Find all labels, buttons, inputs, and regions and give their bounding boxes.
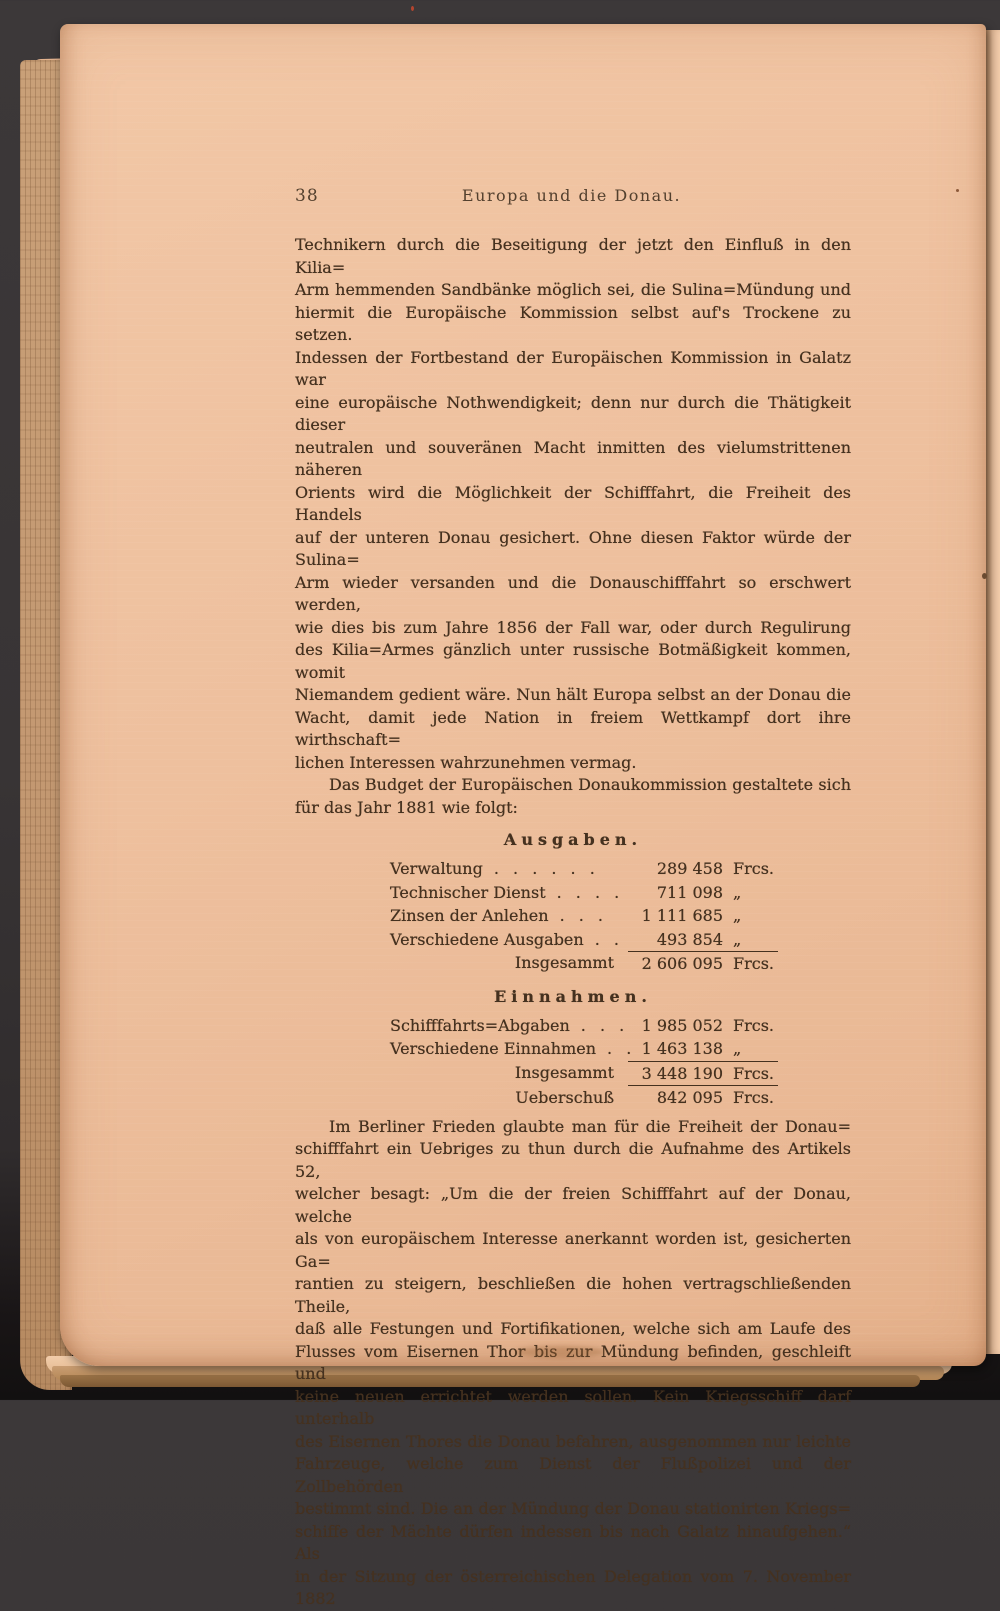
text-line: des Eisernen Thores die Donau befahren, ausgenommen nur leichte (295, 1431, 851, 1451)
amount-unit: Frcs. (733, 859, 775, 878)
page-edge-right-fold (984, 30, 1000, 1354)
amount-unit: „ (733, 882, 742, 902)
budget-row (390, 1037, 851, 1061)
text-line: keine neuen errichtet werden sollen. Kein Kriegsschiff darf unterhalb (295, 1386, 851, 1428)
paragraph-2 (295, 774, 851, 819)
row-label: Verschiedene Ausgaben . . (390, 929, 619, 949)
amount-group (628, 1086, 778, 1110)
amount-group (628, 928, 778, 952)
budget-rows-ausgaben (390, 857, 851, 976)
text-line: Orients wird die Möglichkeit der Schifffahrt, die Freiheit des Handels (295, 482, 851, 524)
budget-row (390, 857, 851, 881)
amount-value: 3 448 190 (641, 1063, 723, 1083)
budget-section-heading-einnahmen: Einnahmen. (494, 986, 652, 1006)
amount-unit: „ (733, 1039, 742, 1058)
text-line: Arm hemmenden Sandbänke möglich sei, die Sulina=Mündung und (295, 280, 851, 299)
text-line: Wacht, damit jede Nation in freiem Wettkampf dort ihre wirthschaft= (295, 707, 851, 749)
text-line: als von europäischem Interesse anerkannt worden ist, gesicherten Ga= (295, 1229, 851, 1271)
page-header (60, 186, 986, 210)
text-line: Im Berliner Frieden glaubte man für die Freiheit der Donau= (329, 1116, 851, 1136)
row-label: Verwaltung . . . . . . (390, 859, 595, 878)
bottom-edge-stain (515, 1346, 605, 1358)
budget-row (390, 904, 851, 928)
running-header: Europa und die Donau. (461, 186, 682, 205)
budget-rows-einnahmen (390, 1014, 851, 1110)
budget-section-heading-ausgaben: Ausgaben. (503, 830, 643, 849)
row-label: Zinsen der Anlehen . . . (390, 906, 604, 925)
page-edge-speck (982, 573, 987, 579)
text-line: in der Sitzung der österreichischen Delegation vom 7. November 1882 (295, 1566, 851, 1608)
text-line: bestimmt sind. Die an der Mündung der Donau stationirten Kriegs= (295, 1499, 851, 1518)
amount-group (628, 951, 778, 976)
text-line: daß alle Festungen und Fortifikationen, welche sich am Laufe des (295, 1319, 851, 1338)
paper-speck (956, 189, 959, 192)
amount-unit: „ (733, 906, 742, 925)
budget-row (390, 881, 851, 905)
budget-row (390, 1014, 851, 1038)
text-line: auf der unteren Donau gesichert. Ohne diesen Faktor würde der Sulina= (295, 527, 851, 569)
row-label: Technischer Dienst . . . . (390, 882, 620, 902)
text-line: Niemandem gedient wäre. Nun hält Europa selbst an der Donau die (295, 685, 851, 704)
text-line: Flusses vom Eisernen Thor bis zur Mündung befinden, geschleift und (295, 1341, 851, 1383)
text-line: für das Jahr 1881 wie folgt: (295, 797, 518, 817)
dot-leader: . . (607, 1039, 632, 1058)
text-line: Arm wieder versanden und die Donauschifffahrt so erschwert werden, (295, 572, 851, 614)
budget-table (295, 828, 851, 1110)
text-line: rantien zu steigern, beschließen die hohen vertragschließenden Theile, (295, 1274, 851, 1316)
amount-unit: Frcs. (733, 1015, 775, 1035)
budget-row (390, 928, 851, 952)
paragraphs-after-budget (295, 1116, 851, 1611)
paragraph-1 (295, 234, 851, 774)
dot-leader: . . . (559, 906, 604, 925)
row-label: Insgesammt (514, 1062, 614, 1082)
amount-unit: „ (733, 929, 742, 949)
amount-value: 711 098 (656, 882, 723, 902)
row-label: Insgesammt (514, 953, 614, 972)
text-line: Das Budget der Europäischen Donaukommission gestaltete sich (329, 775, 851, 794)
book-page (60, 24, 986, 1608)
amount-value: 1 111 685 (641, 906, 723, 925)
text-line: Indessen der Fortbestand der Europäischen Kommission in Galatz war (295, 347, 851, 389)
page-number: 38 (295, 186, 319, 206)
text-line: Technikern durch die Beseitigung der jetzt den Einfluß in den Kilia= (295, 235, 851, 277)
amount-value: 289 458 (656, 859, 723, 878)
amount-group (628, 1037, 778, 1061)
text-line: des Kilia=Armes gänzlich unter russische Botmäßigkeit kommen, womit (295, 640, 851, 682)
budget-surplus-row (390, 1086, 851, 1110)
amount-group (628, 857, 778, 881)
amount-unit: Frcs. (733, 1088, 775, 1107)
amount-group (628, 1061, 778, 1087)
text-line: hiermit die Europäische Kommission selbst auf's Trockene zu setzen. (295, 302, 851, 344)
text-line: Fahrzeuge, welche zum Dienst der Flußpolizei und der Zollbehörden (295, 1454, 851, 1496)
text-line: neutralen und souveränen Macht inmitten des vielumstrittenen näheren (295, 437, 851, 479)
dot-leader: . . . (580, 1015, 625, 1035)
dot-leader: . . . . (556, 882, 620, 902)
text-line: wie dies bis zum Jahre 1856 der Fall war, oder durch Regulirung (295, 617, 851, 637)
row-label: Verschiedene Einnahmen . . (390, 1039, 632, 1058)
paragraph-3 (295, 1116, 851, 1611)
amount-unit: Frcs. (733, 954, 775, 973)
text-line: schifffahrt ein Uebriges zu thun durch die Aufnahme des Artikels 52, (295, 1139, 851, 1181)
amount-value: 493 854 (656, 929, 723, 949)
text-line: lichen Interessen wahrzunehmen vermag. (295, 752, 637, 772)
amount-value: 2 606 095 (641, 954, 723, 973)
amount-value: 842 095 (656, 1088, 723, 1107)
dot-leader: . . . . . . (493, 859, 595, 878)
page-content (295, 234, 851, 1611)
row-label: Ueberschuß (515, 1088, 614, 1107)
amount-group (628, 1014, 778, 1038)
amount-unit: Frcs. (733, 1063, 775, 1083)
text-line: eine europäische Nothwendigkeit; denn nur durch die Thätigkeit dieser (295, 392, 851, 434)
amount-group (628, 904, 778, 928)
amount-group (628, 881, 778, 905)
text-line: schiffe der Mächte dürfen indessen bis nach Galatz hinaufgehen.“ Als (295, 1521, 851, 1563)
amount-value: 1 985 052 (641, 1015, 723, 1035)
text-line: welcher besagt: „Um die der freien Schifffahrt auf der Donau, welche (295, 1184, 851, 1226)
paragraphs-before-budget (295, 234, 851, 819)
red-ink-speck (411, 6, 414, 11)
budget-total-row (390, 1061, 851, 1087)
budget-total-row (390, 951, 851, 976)
dot-leader: . . (594, 929, 619, 949)
amount-value: 1 463 138 (641, 1039, 723, 1058)
row-label: Schifffahrts=Abgaben . . . (390, 1015, 625, 1035)
